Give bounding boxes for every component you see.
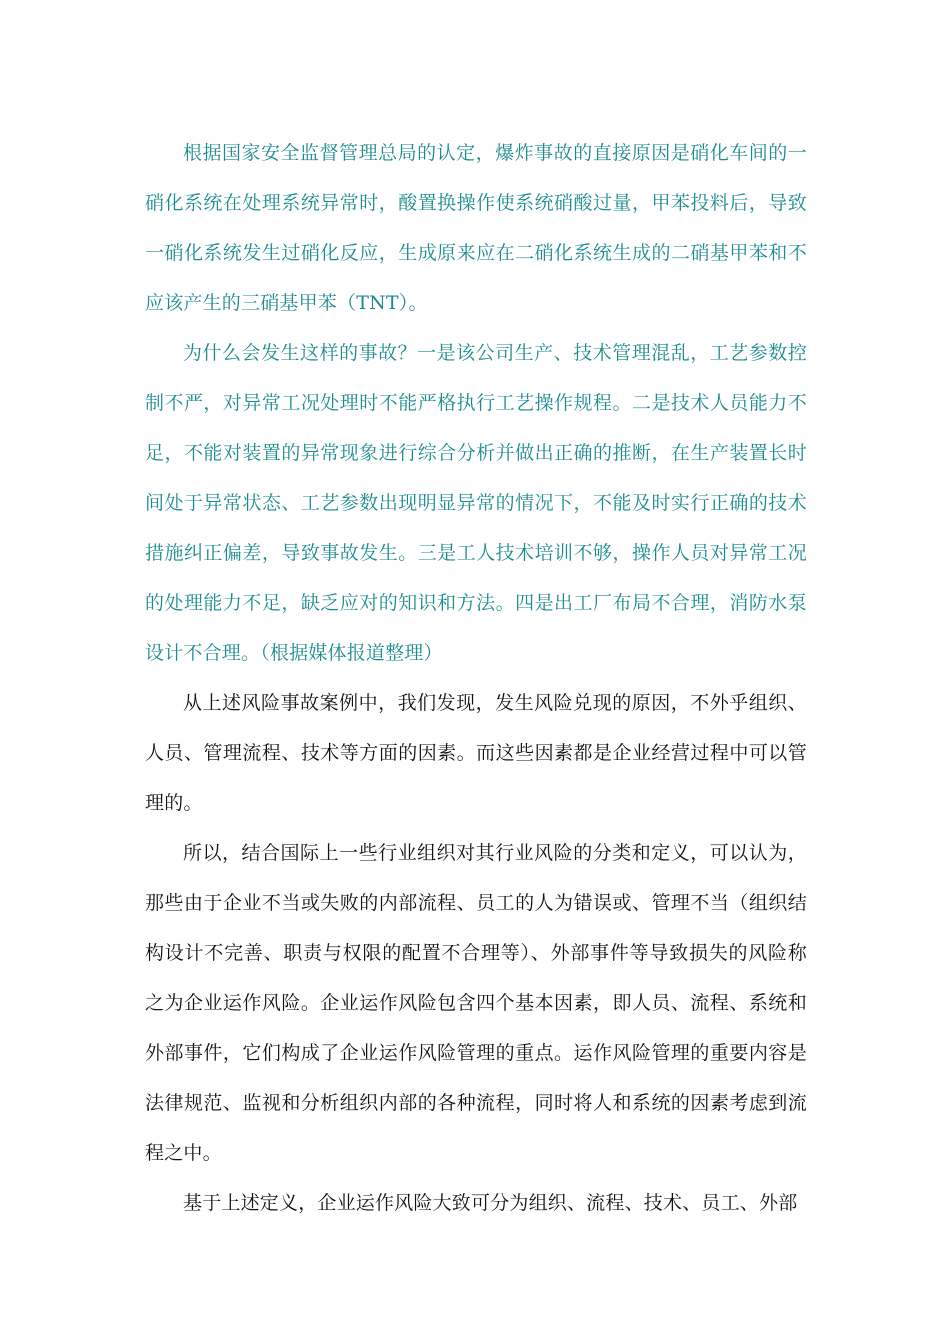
paragraph-accident-analysis: 为什么会发生这样的事故？一是该公司生产、技术管理混乱，工艺参数控制不严，对异常工况处理时不能严格执行工艺操作规程。二是技术人员能力不足，不能对装置的异常现象进行综合分析并做出正确的推断，在生产装置长时间处于异常状态、工艺参数出现明显异常的情况下，不能及时实行正确的技术措施纠正偏差，导致事故发生。三是工人技术培训不够，操作人员对异常工况的处理能力不足，缺乏应对的知识和方法。四是出工厂布局不合理，消防水泵设计不合理。（根据媒体报道整理） [145,342,807,664]
paragraph-risk-factors: 从上述风险事故案例中，我们发现，发生风险兑现的原因，不外乎组织、人员、管理流程、技术等方面的因素。而这些因素都是企业经营过程中可以管理的。 [145,692,807,814]
document-body [145,128,807,1228]
paragraph-accident-cause: 根据国家安全监督管理总局的认定，爆炸事故的直接原因是硝化车间的一硝化系统在处理系统异常时，酸置换操作使系统硝酸过量，甲苯投料后，导致一硝化系统发生过硝化反应，生成原来应在二硝化系统生成的二硝基甲苯和不应该产生的三硝基甲苯（TNT）。 [145,142,807,314]
paragraph-operational-risk-definition: 所以，结合国际上一些行业组织对其行业风险的分类和定义，可以认为，那些由于企业不当或失败的内部流程、员工的人为错误或、管理不当（组织结构设计不完善、职责与权限的配置不合理等）、外部事件等导致损失的风险称之为企业运作风险。企业运作风险包含四个基本因素，即人员、流程、系统和外部事件，它们构成了企业运作风险管理的重点。运作风险管理的重要内容是法律规范、监视和分析组织内部的各种流程，同时将人和系统的因素考虑到流程之中。 [145,842,807,1164]
paragraph-risk-classification: 基于上述定义，企业运作风险大致可分为组织、流程、技术、员工、外部 [183,1192,798,1214]
